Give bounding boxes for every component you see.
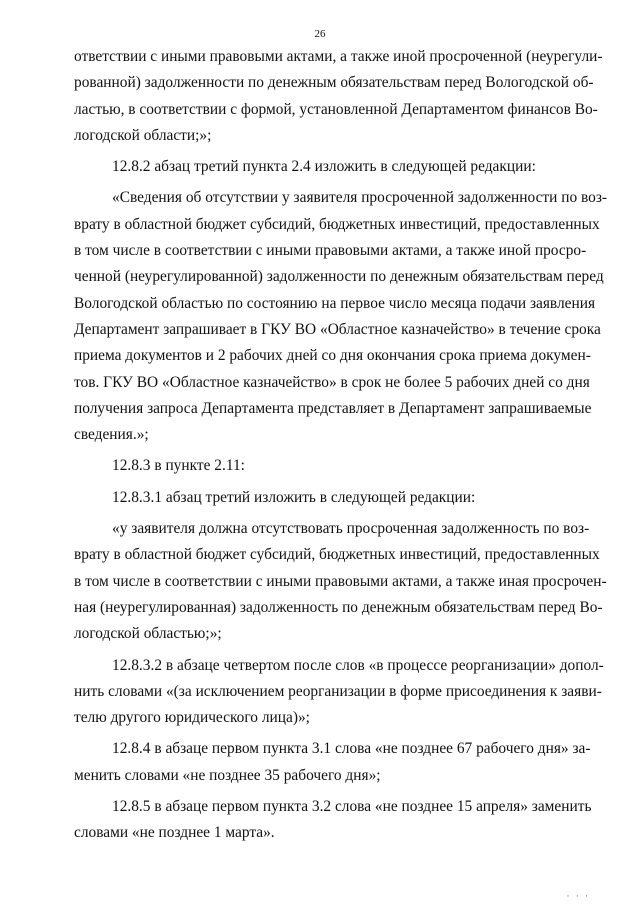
text-line: 12.8.2 абзац третий пункта 2.4 изложить в следующей редакции: (112, 158, 536, 176)
text-line: Департамент запрашивает в ГКУ ВО «Областное казначейство» в течение срока (74, 320, 601, 338)
text-line: ченной (неурегулированной) задолженности по денежным обязательствам перед (74, 268, 604, 286)
text-line: словами «не позднее 1 марта». (74, 824, 275, 842)
quote-zayavitel (74, 516, 607, 647)
text-line: 12.8.5 в абзаце первом пункта 3.2 слова «не позднее 15 апреля» заменить (112, 798, 592, 816)
page-number: 26 (314, 28, 326, 40)
text-line: ответствии с иными правовыми актами, а также иной просроченной (неурегули- (74, 48, 603, 65)
paragraph-12-8-3-1 (74, 485, 574, 511)
paragraph-12-8-3-2 (74, 653, 604, 732)
text-line: врату в областной бюджет субсидий, бюджетных инвестиций, предоставленных (74, 546, 600, 564)
quote-svedeniya (74, 185, 608, 448)
paragraph-12-8-4 (74, 736, 591, 789)
text-line: в том числе в соответствии с иными правовыми актами, а также иная просрочен- (74, 572, 607, 590)
text-line: рованной) задолженности по денежным обязательствам перед Вологодской об- (74, 74, 594, 92)
text-line: 12.8.3.2 в абзаце четвертом после слов «в процессе реорганизации» допол- (112, 656, 604, 674)
text-line: в том числе в соответствии с иными правовыми актами, а также иной просро- (74, 242, 587, 260)
text-line: «Сведения об отсутствии у заявителя просроченной задолженности по воз- (112, 189, 608, 207)
text-line: врату в областной бюджет субсидий, бюджетных инвестиций, предоставленных (74, 215, 600, 233)
text-line: приема документов и 2 рабочих дней со дня окончания срока приема докумен- (74, 347, 591, 365)
text-line: «у заявителя должна отсутствовать просроченная задолженность по воз- (112, 520, 590, 538)
text-line: сведения.»; (74, 426, 149, 444)
text-line: 12.8.3 в пункте 2.11: (112, 457, 245, 475)
text-line: 12.8.3.1 абзац третий изложить в следующей редакции: (112, 488, 476, 506)
text-line: тов. ГКУ ВО «Областное казначейство» в срок не более 5 рабочих дней со дня (74, 373, 590, 391)
text-line: телю другого юридического лица)»; (74, 709, 310, 727)
document-body (74, 44, 608, 847)
text-line: 12.8.4 в абзаце первом пункта 3.1 слова «не позднее 67 рабочего дня» за- (112, 740, 591, 758)
text-line: логодской области;»; (74, 126, 212, 144)
paragraph-12-8-2 (74, 154, 574, 180)
scan-mark: · · · (566, 891, 590, 901)
text-line: менить словами «не позднее 35 рабочего дня»; (74, 766, 381, 784)
paragraph-continuation (74, 44, 603, 149)
paragraph-12-8-5 (74, 794, 592, 847)
text-line: ластью, в соответствии с формой, установленной Департаментом финансов Во- (74, 100, 598, 118)
text-line: ная (неурегулированная) задолженность по денежным обязательствам перед Во- (74, 598, 603, 616)
text-line: нить словами «(за исключением реорганизации в форме присоединения к заяви- (74, 682, 602, 700)
text-line: получения запроса Департамента представляет в Департамент запрашиваемые (74, 399, 592, 417)
paragraph-12-8-3 (74, 453, 574, 479)
text-line: Вологодской областью по состоянию на первое число месяца подачи заявления (74, 294, 596, 312)
text-line: логодской областью;»; (74, 625, 222, 643)
